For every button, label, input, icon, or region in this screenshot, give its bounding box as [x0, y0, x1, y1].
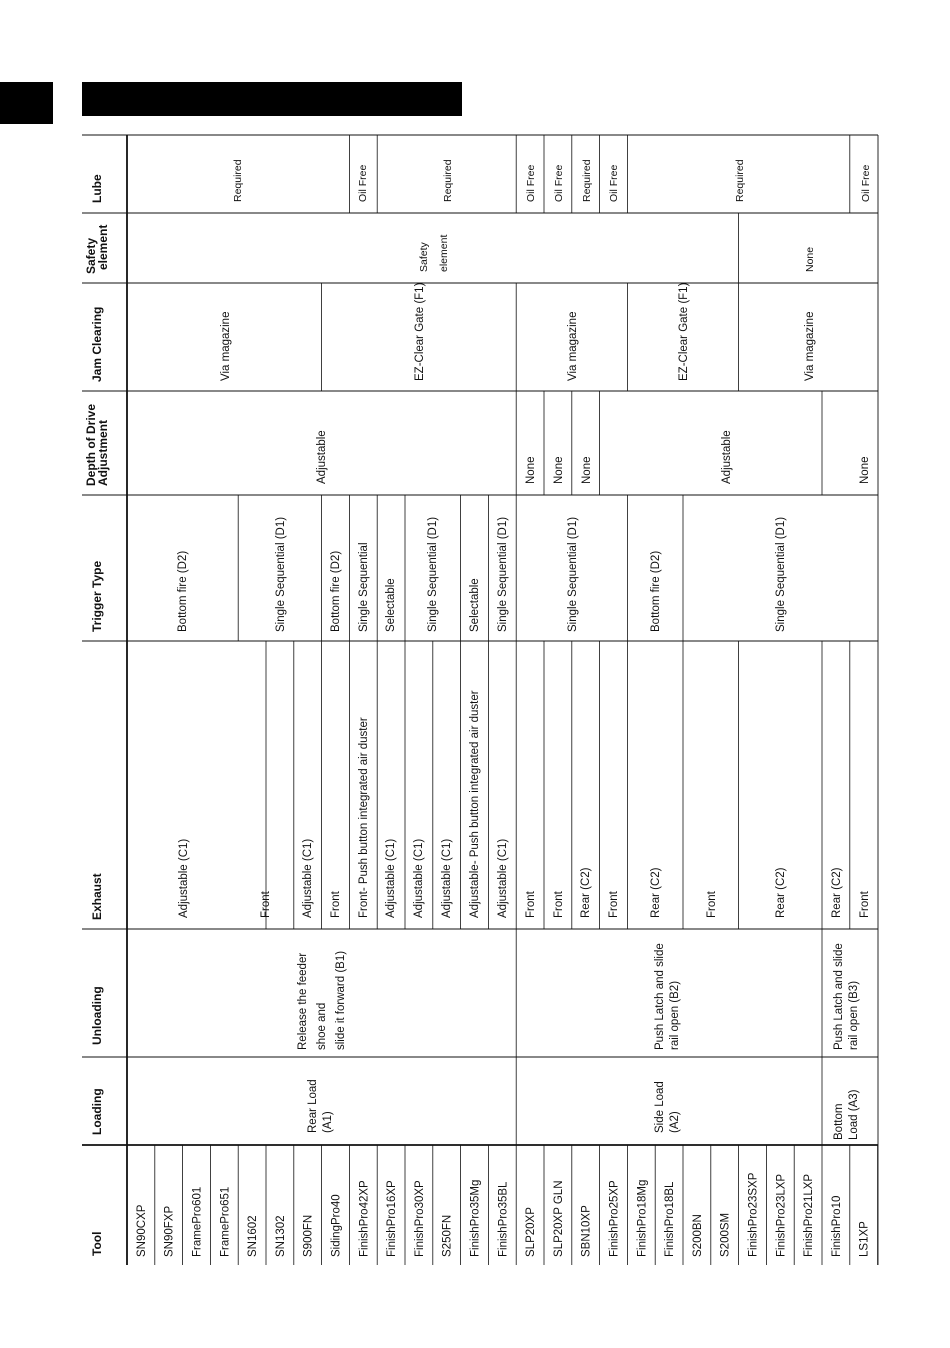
tool-name: SLP20XP GLN — [552, 1180, 565, 1257]
loading-rear-line2: (A1) — [322, 1111, 334, 1133]
loading-side-line2: (A2) — [669, 1111, 681, 1133]
trigger-value: Selectable — [385, 578, 397, 632]
tool-name: SN1602 — [247, 1215, 260, 1257]
exhaust-value: Adjustable (C1) — [385, 838, 397, 918]
tool-header: Tool — [90, 1231, 104, 1256]
safety-header-line1: Safety — [84, 237, 98, 274]
table-cells — [84, 159, 872, 1257]
exhaust-value: Rear (C2) — [831, 867, 843, 918]
loading-header: Loading — [90, 1088, 104, 1135]
unloading-header: Unloading — [90, 986, 104, 1045]
tool-name: SLP20XP — [525, 1207, 538, 1257]
jam-value: EZ-Clear Gate (F1) — [414, 282, 426, 381]
trigger-value: Single Sequential (D1) — [497, 516, 509, 632]
exhaust-value: Rear (C2) — [775, 867, 787, 918]
lube-value: Oil Free — [608, 164, 620, 202]
unloading-release-line3: slide it forward (B1) — [335, 950, 347, 1050]
unloading-push-b3-line2: rail open (B3) — [848, 980, 860, 1050]
lube-value: Required — [232, 159, 244, 202]
exhaust-value: Front- Push button integrated air duster — [358, 717, 370, 918]
exhaust-value: Front — [525, 891, 537, 918]
tool-name: FinishPro42XP — [358, 1180, 371, 1257]
tool-name: FramePro601 — [191, 1186, 204, 1257]
loading-bottom-line1: Bottom — [833, 1103, 845, 1140]
unloading-push-b3-line1: Push Latch and slide — [833, 943, 845, 1050]
depth-value: Adjustable — [316, 430, 328, 484]
depth-value: None — [525, 456, 537, 484]
loading-bottom-line2: Load (A3) — [848, 1089, 860, 1140]
trigger-value: Single Sequential (D1) — [775, 516, 787, 632]
trigger-value: Bottom fire (D2) — [330, 550, 342, 632]
tool-name: S900FN — [302, 1214, 315, 1257]
exhaust-value: Front — [260, 891, 272, 918]
tool-name: SBN10XP — [580, 1205, 593, 1257]
exhaust-value: Front — [608, 891, 620, 918]
depth-header-line1: Depth of Drive — [84, 403, 98, 486]
exhaust-header: Exhaust — [90, 873, 104, 920]
lube-value: Oil Free — [553, 164, 565, 202]
jam-value: Via magazine — [804, 311, 816, 381]
safety-value-line1: Safety — [418, 242, 430, 272]
exhaust-value: Adjustable (C1) — [413, 838, 425, 918]
depth-header-line2: Adjustment — [96, 420, 110, 486]
loading-rear-line1: Rear Load — [307, 1079, 319, 1133]
lube-header: Lube — [90, 174, 104, 203]
lube-value: Oil Free — [357, 164, 369, 202]
lube-value: Oil Free — [860, 164, 872, 202]
tool-name: FinishPro23SXP — [747, 1172, 760, 1257]
tool-name: FramePro651 — [219, 1186, 232, 1257]
tool-name: LS1XP — [858, 1221, 871, 1257]
tool-name: FinishPro30XP — [413, 1180, 426, 1257]
tool-name: FinishPro35Mg — [469, 1179, 482, 1257]
lube-value: Oil Free — [525, 164, 537, 202]
tool-name: SN90FXP — [163, 1205, 176, 1257]
unloading-push-b2-line1: Push Latch and slide — [654, 943, 666, 1050]
trigger-value: Selectable — [469, 578, 481, 632]
tool-name: FinishPro16XP — [386, 1180, 399, 1257]
tool-name: SN90CXP — [135, 1204, 148, 1257]
lube-value: Required — [734, 159, 746, 202]
jam-value: EZ-Clear Gate (F1) — [678, 282, 690, 381]
tool-name: FinishPro18Mg — [636, 1179, 649, 1257]
trigger-value: Bottom fire (D2) — [650, 550, 662, 632]
exhaust-value: Front — [330, 891, 342, 918]
exhaust-value: Front — [859, 891, 871, 918]
lube-value: Required — [442, 159, 454, 202]
loading-side-line1: Side Load — [654, 1081, 666, 1133]
unloading-release-line1: Release the feeder — [297, 952, 309, 1050]
trigger-value: Single Sequential (D1) — [275, 516, 287, 632]
tool-name: SidingPro40 — [330, 1194, 343, 1257]
safety-header-line2: element — [96, 224, 110, 270]
trigger-value: Bottom fire (D2) — [177, 550, 189, 632]
exhaust-value: Rear (C2) — [580, 867, 592, 918]
tool-name: FinishPro21LXP — [803, 1173, 816, 1257]
exhaust-value: Adjustable (C1) — [441, 838, 453, 918]
safety-value: None — [804, 246, 816, 272]
tool-name: S200SM — [719, 1212, 732, 1257]
exhaust-value: Adjustable (C1) — [497, 838, 509, 918]
exhaust-value: Rear (C2) — [650, 867, 662, 918]
exhaust-value: Adjustable- Push button integrated air duster — [469, 690, 481, 918]
tool-name: FinishPro23LXP — [775, 1173, 788, 1257]
unloading-release-line2: shoe and — [316, 1002, 328, 1050]
tool-name: FinishPro25XP — [608, 1180, 621, 1257]
tool-name: FinishPro18BL — [664, 1181, 677, 1257]
safety-value-line2: element — [438, 234, 450, 272]
tool-name: SN1302 — [274, 1215, 287, 1257]
depth-value: None — [859, 456, 871, 484]
exhaust-value: Adjustable (C1) — [178, 838, 190, 918]
jam-value: Via magazine — [567, 311, 579, 381]
jam-value: Via magazine — [220, 311, 232, 381]
tool-name: FinishPro10 — [830, 1195, 843, 1257]
trigger-value: Single Sequential (D1) — [567, 516, 579, 632]
depth-value: None — [553, 456, 565, 484]
tool-name: S200BN — [691, 1214, 704, 1257]
depth-value: Adjustable — [721, 430, 733, 484]
lube-value: Required — [581, 159, 593, 202]
exhaust-value: Adjustable (C1) — [302, 838, 314, 918]
exhaust-value: Front — [553, 891, 565, 918]
trigger-value: Single Sequential — [358, 542, 370, 632]
depth-value: None — [581, 456, 593, 484]
tool-name: S250FN — [441, 1214, 454, 1257]
tool-name: FinishPro35BL — [497, 1181, 510, 1257]
trigger-type-header: Trigger Type — [90, 560, 104, 632]
unloading-push-b2-line2: rail open (B2) — [669, 980, 681, 1050]
exhaust-value: Front — [706, 891, 718, 918]
jam-clearing-header: Jam Clearing — [90, 306, 104, 382]
trigger-value: Single Sequential (D1) — [427, 516, 439, 632]
